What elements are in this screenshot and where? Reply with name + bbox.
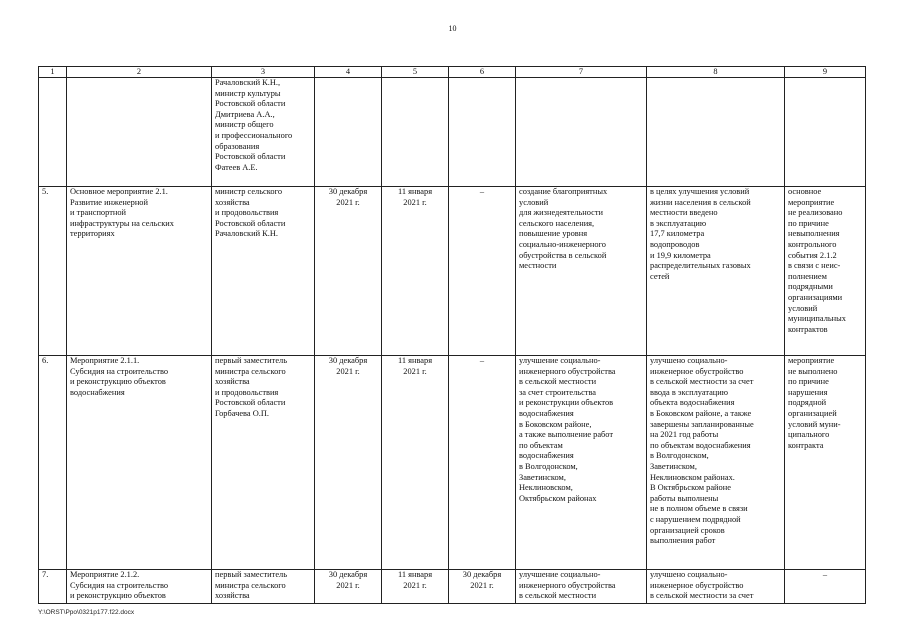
column-header: 4 — [315, 67, 382, 78]
column-number-row — [39, 67, 866, 78]
file-path-footer: Y:\ORST\Ppo\0321p177.f22.docx — [38, 609, 135, 616]
report-table — [38, 66, 866, 604]
column-header: 1 — [39, 67, 67, 78]
expected-result-cell: создание благоприятных условий для жизнедеятельности сельского населения, повышение уровня социально-инженерного обустройства в сельской местности — [516, 187, 647, 356]
row-number: 6. — [39, 356, 67, 570]
event-name-cell: Мероприятие 2.1.1. Субсидия на строительство и реконструкцию объектов водоснабжения — [67, 356, 212, 570]
start-date-cell: 11 января 2021 г. — [382, 570, 449, 604]
row-number: 5. — [39, 187, 67, 356]
table-row — [39, 356, 866, 570]
column-header: 2 — [67, 67, 212, 78]
event-name-cell: Основное мероприятие 2.1. Развитие инженерной и транспортной инфраструктуры на сельских территориях — [67, 187, 212, 356]
column-header: 9 — [785, 67, 866, 78]
responsible-cell: первый заместитель министра сельского хозяйства — [212, 570, 315, 604]
reason-cell: основное мероприятие не реализовано по причине невыполнения контрольного события 2.1.2 в связи с неис- полнением подрядными организациями условий муниципальных контрактов — [785, 187, 866, 356]
actual-result-cell: улучшено социально- инженерное обустройство в сельской местности за счет — [647, 570, 785, 604]
table-row — [39, 187, 866, 356]
column-header: 7 — [516, 67, 647, 78]
plan-date-cell: 30 декабря 2021 г. — [315, 356, 382, 570]
responsible-cell: министр сельского хозяйства и продовольствия Ростовской области Рачаловский К.Н. — [212, 187, 315, 356]
column-header: 5 — [382, 67, 449, 78]
continuation-row — [39, 78, 866, 187]
column-header: 3 — [212, 67, 315, 78]
event-name-cell: Мероприятие 2.1.2. Субсидия на строительство и реконструкцию объектов — [67, 570, 212, 604]
row-number: 7. — [39, 570, 67, 604]
responsible-cell: первый заместитель министра сельского хозяйства и продовольствия Ростовской области Горбачева О.П. — [212, 356, 315, 570]
column-header: 8 — [647, 67, 785, 78]
actual-result-cell: улучшено социально- инженерное обустройство в сельской местности за счет ввода в эксплуатацию объекта водоснабжения в Боковском районе, а также завершены запланированные на 2021 год работы по объектам водоснабжения в Волгодонском, Заветинском, Неклиновском районах. В Октябрьском районе работы выполнены не в полном объеме в связи с нарушением подрядной организацией сроков выполнения работ — [647, 356, 785, 570]
expected-result-cell: улучшение социально- инженерного обустройства в сельской местности — [516, 570, 647, 604]
end-date-cell: – — [449, 356, 516, 570]
reason-cell: мероприятие не выполнено по причине нарушения подрядной организацией условий муни- ципального контракта — [785, 356, 866, 570]
column-header: 6 — [449, 67, 516, 78]
page-number: 10 — [448, 24, 457, 33]
end-date-cell: 30 декабря 2021 г. — [449, 570, 516, 604]
actual-result-cell: в целях улучшения условий жизни населения в сельской местности введено в эксплуатацию 17,7 километра водопроводов и 19,9 километра распределительных газовых сетей — [647, 187, 785, 356]
start-date-cell: 11 января 2021 г. — [382, 187, 449, 356]
responsible-cell: Рачаловский К.Н., министр культуры Ростовской области Дмитриева А.А., министр общего и профессионального образования Ростовской области Фатеев А.Е. — [212, 78, 315, 187]
end-date-cell: – — [449, 187, 516, 356]
reason-cell: – — [785, 570, 866, 604]
plan-date-cell: 30 декабря 2021 г. — [315, 570, 382, 604]
plan-date-cell: 30 декабря 2021 г. — [315, 187, 382, 356]
start-date-cell: 11 января 2021 г. — [382, 356, 449, 570]
table-row — [39, 570, 866, 604]
expected-result-cell: улучшение социально- инженерного обустройства в сельской местности за счет строительства и реконструкции объектов водоснабжения в Боковском районе, а также выполнение работ по объектам водоснабжения в Волгодонском, Заветинском, Неклиновском, Октябрьском районах — [516, 356, 647, 570]
